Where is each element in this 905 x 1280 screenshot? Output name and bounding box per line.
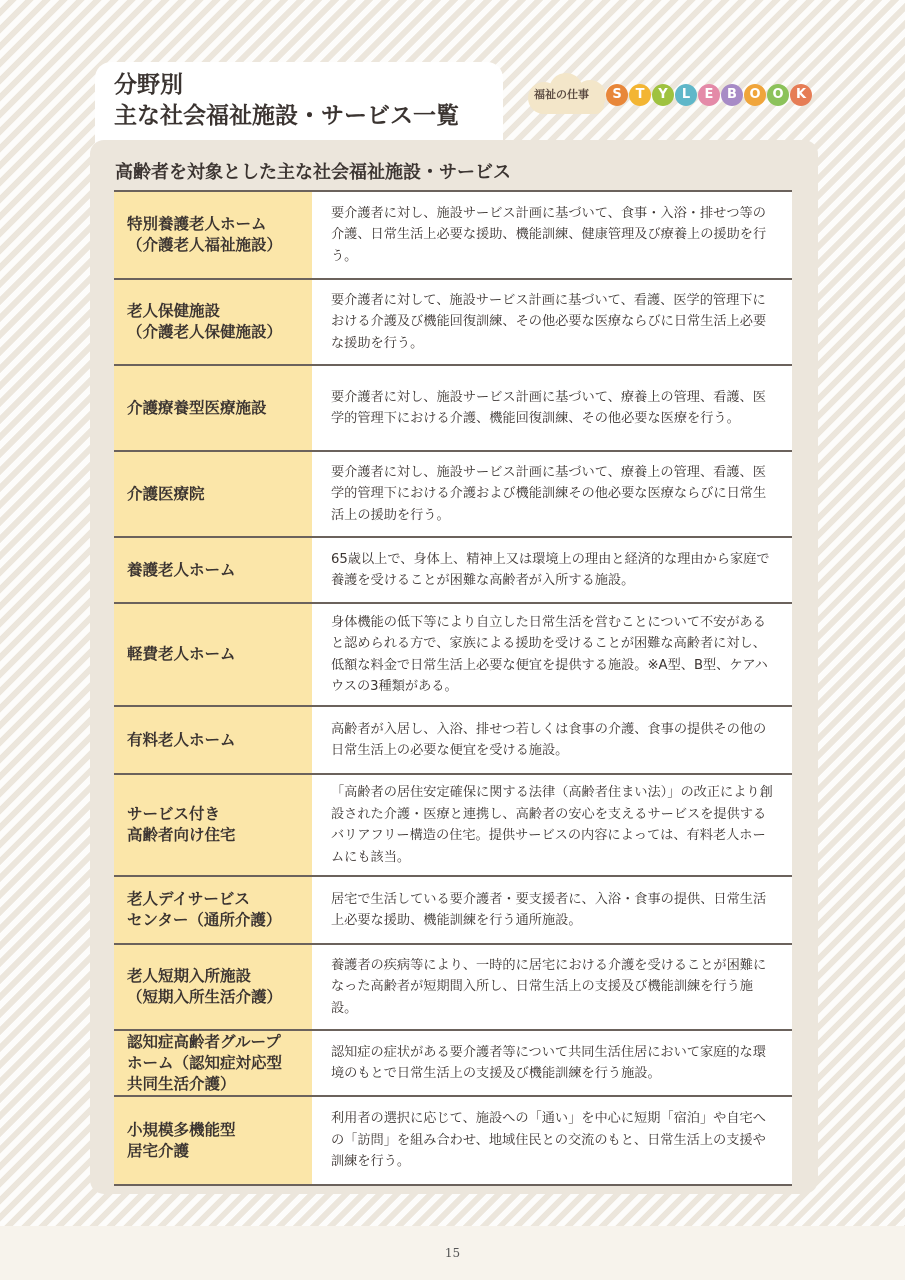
facility-name: 老人デイサービス センター（通所介護） <box>114 877 312 943</box>
table-row <box>114 877 792 945</box>
table-row <box>114 1031 792 1097</box>
facility-description: 高齢者が入居し、入浴、排せつ若しくは食事の介護、食事の提供その他の日常生活上の必要な便宜を受ける施設。 <box>312 707 792 773</box>
brand-subtitle: 福祉の仕事 <box>534 88 589 101</box>
facility-name: 介護療養型医療施設 <box>114 366 312 450</box>
table-row <box>114 452 792 538</box>
brand-letters <box>606 84 812 106</box>
facility-description: 要介護者に対し、施設サービス計画に基づいて、療養上の管理、看護、医学的管理下における介護、機能回復訓練、その他必要な医療を行う。 <box>312 366 792 450</box>
facility-description: 要介護者に対し、施設サービス計画に基づいて、療養上の管理、看護、医学的管理下における介護および機能訓練その他必要な医療ならびに日常生活上の援助を行う。 <box>312 452 792 536</box>
facility-table <box>114 190 792 1186</box>
facility-name: サービス付き 高齢者向け住宅 <box>114 775 312 875</box>
page-number: 15 <box>0 1226 905 1280</box>
page-title <box>114 70 459 132</box>
table-row <box>114 1097 792 1186</box>
table-row <box>114 945 792 1031</box>
facility-description: 要介護者に対し、施設サービス計画に基づいて、食事・入浴・排せつ等の介護、日常生活上必要な援助、機能訓練、健康管理及び療養上の援助を行う。 <box>312 192 792 278</box>
facility-name: 有料老人ホーム <box>114 707 312 773</box>
facility-name: 特別養護老人ホーム （介護老人福祉施設） <box>114 192 312 278</box>
brand-letter: T <box>629 84 651 106</box>
table-row <box>114 192 792 280</box>
facility-description: 「高齢者の居住安定確保に関する法律（高齢者住まい法）」の改正により創設された介護・医療と連携し、高齢者の安心を支えるサービスを提供するバリアフリー構造の住宅。提供サービスの内容によっては、有料老人ホームにも該当。 <box>312 775 792 875</box>
facility-description: 利用者の選択に応じて、施設への「通い」を中心に短期「宿泊」や自宅への「訪問」を組み合わせ、地域住民との交流のもと、日常生活上の支援や訓練を行う。 <box>312 1097 792 1184</box>
table-row <box>114 604 792 707</box>
brand-letter: K <box>790 84 812 106</box>
facility-description: 要介護者に対して、施設サービス計画に基づいて、看護、医学的管理下における介護及び機能回復訓練、その他必要な医療ならびに日常生活上必要な援助を行う。 <box>312 280 792 364</box>
page-title-line-2: 主な社会福祉施設・サービス一覧 <box>114 103 459 129</box>
table-row <box>114 280 792 366</box>
table-row <box>114 775 792 877</box>
table-row <box>114 366 792 452</box>
brand-letter: E <box>698 84 720 106</box>
facility-name: 認知症高齢者グループ ホーム（認知症対応型 共同生活介護） <box>114 1031 312 1095</box>
brand-letter: Y <box>652 84 674 106</box>
brand-letter: L <box>675 84 697 106</box>
facility-description: 居宅で生活している要介護者・要支援者に、入浴・食事の提供、日常生活上必要な援助、機能訓練を行う通所施設。 <box>312 877 792 943</box>
facility-name: 老人保健施設 （介護老人保健施設） <box>114 280 312 364</box>
table-row <box>114 707 792 775</box>
brand-letter: S <box>606 84 628 106</box>
section-title: 高齢者を対象とした主な社会福祉施設・サービス <box>115 162 511 183</box>
brand-logo <box>524 72 820 118</box>
facility-name: 養護老人ホーム <box>114 538 312 602</box>
facility-description: 養護者の疾病等により、一時的に居宅における介護を受けることが困難になった高齢者が短期間入所し、日常生活上の支援及び機能訓練を行う施設。 <box>312 945 792 1029</box>
facility-description: 65歳以上で、身体上、精神上又は環境上の理由と経済的な理由から家庭で養護を受けることが困難な高齢者が入所する施設。 <box>312 538 792 602</box>
facility-name: 老人短期入所施設 （短期入所生活介護） <box>114 945 312 1029</box>
facility-description: 身体機能の低下等により自立した日常生活を営むことについて不安があると認められる方で、家族による援助を受けることが困難な高齢者に対し、低額な料金で日常生活上必要な便宜を提供する施設。※A型、B型、ケアハウスの3種類がある。 <box>312 604 792 705</box>
table-row <box>114 538 792 604</box>
brand-letter: B <box>721 84 743 106</box>
brand-letter: O <box>767 84 789 106</box>
facility-name: 介護医療院 <box>114 452 312 536</box>
facility-name: 軽費老人ホーム <box>114 604 312 705</box>
facility-description: 認知症の症状がある要介護者等について共同生活住居において家庭的な環境のもとで日常生活上の支援及び機能訓練を行う施設。 <box>312 1031 792 1095</box>
facility-name: 小規模多機能型 居宅介護 <box>114 1097 312 1184</box>
page-title-line-1: 分野別 <box>114 72 183 98</box>
brand-letter: O <box>744 84 766 106</box>
